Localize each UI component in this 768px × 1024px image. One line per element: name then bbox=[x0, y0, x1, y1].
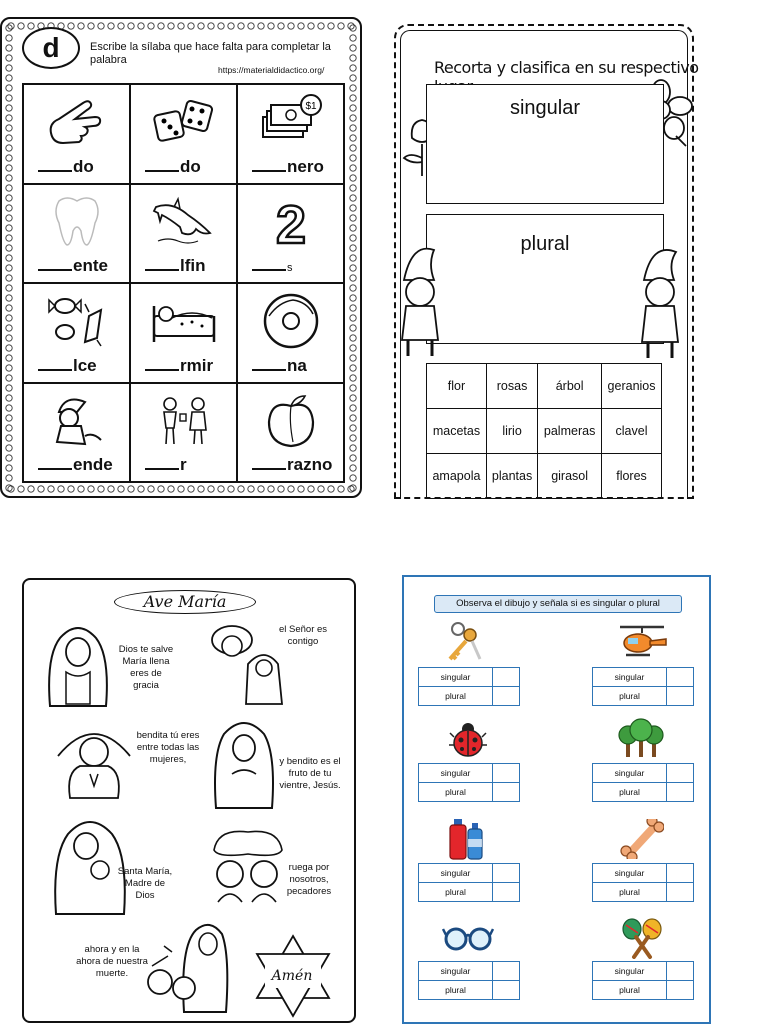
glasses-icon bbox=[442, 923, 494, 953]
verse-4: y bendito es el fruto de tu vientre, Jesús. bbox=[279, 756, 341, 791]
word-ending: s bbox=[287, 262, 293, 274]
item-picture bbox=[592, 913, 696, 961]
syllable-cell bbox=[130, 184, 237, 284]
observa-title: Observa el dibujo y señala si es singular o plural bbox=[434, 595, 682, 613]
exercise-item bbox=[418, 715, 522, 802]
dolphin-icon bbox=[152, 193, 216, 251]
option-plural: plural bbox=[419, 981, 493, 1000]
mary-icon bbox=[40, 616, 118, 708]
syllable-cell bbox=[237, 84, 344, 184]
word-card[interactable]: flores bbox=[602, 454, 662, 499]
word-row bbox=[427, 409, 662, 454]
verse-3: bendita tú eres entre todas las mujeres, bbox=[136, 730, 200, 765]
candy-icon bbox=[45, 292, 109, 350]
amen-text: Amén bbox=[271, 968, 313, 984]
option-singular: singular bbox=[593, 864, 667, 883]
syllable-word bbox=[252, 356, 307, 376]
answer-table bbox=[418, 763, 520, 802]
option-plural: plural bbox=[593, 883, 667, 902]
word-ending: na bbox=[287, 355, 307, 375]
item-picture bbox=[418, 715, 522, 763]
item-picture bbox=[418, 815, 522, 863]
option-plural: plural bbox=[593, 783, 667, 802]
syllable-word bbox=[252, 157, 324, 177]
blank-line bbox=[252, 269, 286, 271]
syllable-cell bbox=[130, 84, 237, 184]
syllable-cell bbox=[237, 184, 344, 284]
exercise-item bbox=[418, 815, 522, 902]
verse-2: el Señor es contigo bbox=[278, 624, 328, 647]
ave-maria-sheet bbox=[22, 578, 356, 1023]
sleeping-child-icon bbox=[152, 292, 216, 350]
syllable-word bbox=[252, 455, 332, 475]
syllable-word bbox=[252, 256, 293, 276]
answer-box-singular[interactable] bbox=[667, 764, 694, 783]
item-picture bbox=[592, 619, 696, 667]
word-row bbox=[427, 364, 662, 409]
praying-children-icon bbox=[208, 824, 288, 904]
exercise-item bbox=[592, 913, 696, 1000]
syllable-cell bbox=[237, 383, 344, 483]
syllable-word bbox=[145, 157, 201, 177]
answer-box-singular[interactable] bbox=[667, 962, 694, 981]
item-picture bbox=[418, 619, 522, 667]
blank-line bbox=[252, 170, 286, 172]
letter-badge: d bbox=[22, 27, 80, 69]
answer-table bbox=[592, 763, 694, 802]
tooth-icon bbox=[45, 193, 109, 251]
trees-icon bbox=[618, 717, 664, 759]
blank-line bbox=[38, 170, 72, 172]
word-ending: lfin bbox=[180, 256, 206, 275]
worksheet-url: https://materialdidactico.org/ bbox=[218, 65, 325, 75]
word-card[interactable]: árbol bbox=[538, 364, 602, 409]
word-card[interactable]: macetas bbox=[427, 409, 487, 454]
mary-praying-icon bbox=[50, 716, 138, 800]
pointing-hand-icon bbox=[45, 93, 109, 151]
word-ending: r bbox=[180, 455, 187, 474]
exercise-item bbox=[592, 715, 696, 802]
syllable-cell bbox=[23, 283, 130, 383]
money-icon bbox=[259, 93, 323, 151]
word-card[interactable]: plantas bbox=[486, 454, 537, 499]
answer-box-plural[interactable] bbox=[667, 783, 694, 802]
singular-label: singular bbox=[509, 97, 581, 119]
syllable-cell bbox=[23, 84, 130, 184]
bone-icon bbox=[620, 819, 664, 859]
answer-table bbox=[592, 863, 694, 902]
children-giving-icon bbox=[152, 392, 216, 450]
option-singular: singular bbox=[419, 668, 493, 687]
option-plural: plural bbox=[419, 883, 493, 902]
gnome-right-icon bbox=[632, 240, 688, 362]
verse-5: Santa María, Madre de Dios bbox=[117, 866, 173, 901]
option-singular: singular bbox=[419, 864, 493, 883]
word-card[interactable]: girasol bbox=[538, 454, 602, 499]
word-ending: ente bbox=[73, 256, 108, 275]
donut-icon bbox=[259, 292, 323, 350]
svg-text:2: 2 bbox=[275, 194, 306, 251]
chain-border-bottom bbox=[6, 484, 356, 494]
syllable-cell bbox=[237, 283, 344, 383]
item-picture bbox=[592, 715, 696, 763]
plural-box[interactable] bbox=[426, 214, 664, 344]
word-card[interactable]: flor bbox=[427, 364, 487, 409]
answer-box-plural[interactable] bbox=[667, 981, 694, 1000]
option-plural: plural bbox=[593, 687, 667, 706]
answer-table bbox=[418, 863, 520, 902]
blank-line bbox=[38, 369, 72, 371]
peach-icon bbox=[259, 392, 323, 450]
blank-line bbox=[38, 468, 72, 470]
verse-6: ruega por nosotros, pecadores bbox=[286, 862, 332, 897]
word-cutout-table bbox=[426, 363, 662, 499]
bottles-icon bbox=[448, 817, 488, 861]
ave-maria-title: Ave María bbox=[114, 590, 256, 614]
answer-box-plural[interactable] bbox=[667, 883, 694, 902]
answer-box-plural[interactable] bbox=[493, 687, 520, 706]
syllable-word bbox=[38, 356, 97, 376]
worksheet-instruction: Escribe la sílaba que hace falta para completar la palabra bbox=[90, 41, 331, 66]
syllable-worksheet bbox=[0, 17, 362, 498]
word-ending: lce bbox=[73, 355, 97, 375]
blank-line bbox=[145, 269, 179, 271]
answer-table bbox=[418, 667, 520, 706]
holy-family-icon bbox=[138, 916, 234, 1016]
option-plural: plural bbox=[593, 981, 667, 1000]
syllable-grid bbox=[22, 83, 345, 483]
word-card[interactable]: clavel bbox=[602, 409, 662, 454]
blank-line bbox=[252, 369, 286, 371]
answer-box-plural[interactable] bbox=[493, 981, 520, 1000]
chain-border-right bbox=[348, 23, 358, 492]
answer-box-singular[interactable] bbox=[493, 962, 520, 981]
exercise-item bbox=[418, 619, 522, 706]
syllable-word bbox=[145, 356, 213, 376]
word-ending: do bbox=[73, 156, 94, 176]
singular-box[interactable] bbox=[426, 84, 664, 204]
syllable-cell bbox=[23, 184, 130, 284]
verse-7: ahora y en la ahora de nuestra muerte. bbox=[76, 944, 148, 979]
option-plural: plural bbox=[419, 687, 493, 706]
mary-veil-icon bbox=[208, 714, 280, 810]
word-card[interactable]: geranios bbox=[602, 364, 662, 409]
answer-box-singular[interactable] bbox=[493, 668, 520, 687]
blank-line bbox=[145, 468, 179, 470]
plural-label: plural bbox=[520, 233, 570, 255]
classify-title: Recorta y clasifica en su respectivo bbox=[434, 58, 699, 77]
option-singular: singular bbox=[419, 962, 493, 981]
syllable-word bbox=[38, 157, 94, 177]
word-card[interactable]: amapola bbox=[427, 454, 487, 499]
word-ending: ende bbox=[73, 455, 113, 474]
keys-icon bbox=[442, 621, 486, 663]
chain-border-left bbox=[4, 23, 14, 492]
option-plural: plural bbox=[419, 783, 493, 802]
classify-worksheet bbox=[386, 18, 700, 499]
number-two-icon bbox=[259, 193, 323, 251]
answer-box-plural[interactable] bbox=[493, 883, 520, 902]
singular-plural-sheet bbox=[402, 575, 711, 1024]
option-singular: singular bbox=[593, 962, 667, 981]
word-row bbox=[427, 454, 662, 499]
helicopter-icon bbox=[616, 623, 668, 661]
word-ending: nero bbox=[287, 156, 324, 176]
word-card[interactable]: palmeras bbox=[538, 409, 602, 454]
blank-line bbox=[38, 269, 72, 271]
option-singular: singular bbox=[419, 764, 493, 783]
answer-table bbox=[592, 961, 694, 1000]
exercise-item bbox=[592, 815, 696, 902]
syllable-cell bbox=[23, 383, 130, 483]
syllable-word bbox=[38, 455, 113, 475]
word-card[interactable]: rosas bbox=[486, 364, 537, 409]
ladybug-icon bbox=[448, 719, 488, 759]
option-singular: singular bbox=[593, 668, 667, 687]
gnome-left-icon bbox=[394, 240, 446, 360]
verse-1: Dios te salve María llena eres de gracia bbox=[118, 644, 174, 691]
blank-line bbox=[145, 369, 179, 371]
item-picture bbox=[592, 815, 696, 863]
word-ending: rmir bbox=[180, 355, 214, 375]
blank-line bbox=[252, 468, 286, 470]
answer-table bbox=[418, 961, 520, 1000]
maracas-icon bbox=[620, 917, 664, 959]
item-picture bbox=[418, 913, 522, 961]
answer-box-singular[interactable] bbox=[493, 864, 520, 883]
answer-box-plural[interactable] bbox=[667, 687, 694, 706]
word-ending: do bbox=[180, 156, 201, 176]
word-ending: razno bbox=[287, 455, 333, 474]
answer-box-singular[interactable] bbox=[667, 864, 694, 883]
syllable-word bbox=[145, 455, 187, 475]
syllable-word bbox=[38, 256, 108, 276]
exercise-item bbox=[592, 619, 696, 706]
syllable-cell bbox=[130, 283, 237, 383]
exercise-item bbox=[418, 913, 522, 1000]
syllable-word bbox=[145, 256, 206, 276]
answer-table bbox=[592, 667, 694, 706]
blank-line bbox=[145, 170, 179, 172]
gnome-icon bbox=[45, 392, 109, 450]
word-card[interactable]: lirio bbox=[486, 409, 537, 454]
syllable-cell bbox=[130, 383, 237, 483]
svg-text:$1: $1 bbox=[304, 101, 317, 112]
answer-box-plural[interactable] bbox=[493, 783, 520, 802]
dice-icon bbox=[152, 93, 216, 151]
option-singular: singular bbox=[593, 764, 667, 783]
answer-box-singular[interactable] bbox=[667, 668, 694, 687]
answer-box-singular[interactable] bbox=[493, 764, 520, 783]
